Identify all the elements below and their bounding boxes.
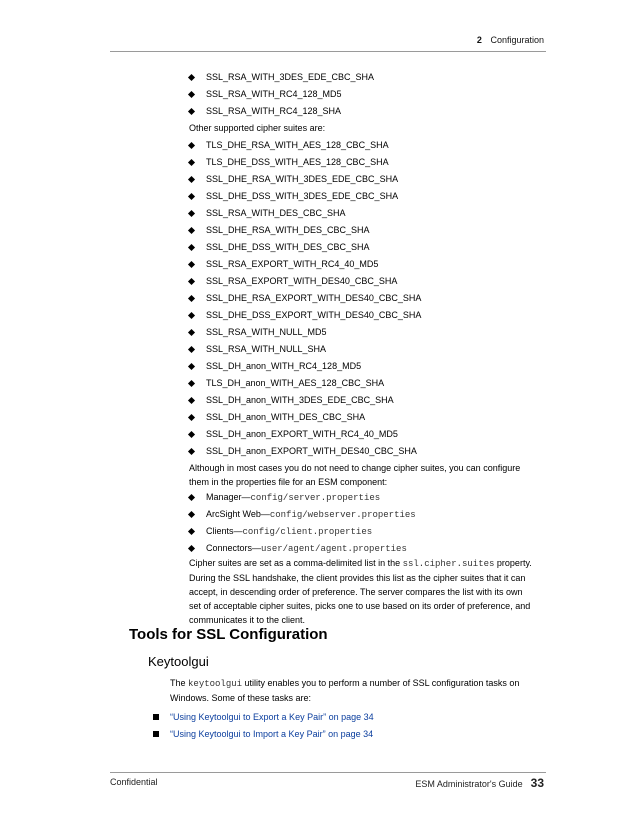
- diamond-bullet-icon: [188, 511, 195, 518]
- diamond-bullet-icon: [188, 494, 195, 501]
- running-header: [477, 35, 544, 45]
- diamond-bullet-icon: [188, 528, 195, 535]
- diamond-bullet-icon: [188, 261, 195, 268]
- config-paragraph: Although in most cases you do not need to change cipher suites, you can configure them in the properties file for an ESM component:: [189, 463, 521, 487]
- diamond-bullet-icon: [188, 545, 195, 552]
- footer-rule: [110, 772, 546, 773]
- keytool-paragraph: The keytoolgui utility enables you to perform a number of SSL configuration tasks on Windows. Some of these tasks are:: [170, 678, 520, 703]
- diamond-bullet-icon: [188, 448, 195, 455]
- other-suites-intro: Other supported cipher suites are:: [189, 123, 326, 133]
- chapter-number: 2: [476, 35, 482, 45]
- section-title: Tools for SSL Configuration: [129, 626, 328, 643]
- diamond-bullet-icon: [188, 108, 195, 115]
- page-number: 33: [530, 776, 544, 790]
- diamond-bullet-icon: [188, 74, 195, 81]
- diamond-bullet-icon: [188, 431, 195, 438]
- diamond-bullet-icon: [188, 329, 195, 336]
- chapter-title: Configuration: [490, 35, 544, 45]
- diamond-bullet-icon: [188, 227, 195, 234]
- diamond-bullet-icon: [188, 244, 195, 251]
- diamond-bullet-icon: [188, 210, 195, 217]
- diamond-bullet-icon: [188, 278, 195, 285]
- diamond-bullet-icon: [188, 91, 195, 98]
- diamond-bullet-icon: [188, 176, 195, 183]
- diamond-bullet-icon: [188, 346, 195, 353]
- footer-confidential: Confidential: [110, 777, 158, 787]
- diamond-bullet-icon: [188, 414, 195, 421]
- square-bullet-icon: [153, 731, 159, 737]
- running-footer: [415, 776, 544, 790]
- link-export-key-pair[interactable]: “Using Keytoolgui to Export a Key Pair” on page 34: [170, 712, 374, 722]
- diamond-bullet-icon: [188, 193, 195, 200]
- cipher-paragraph: Cipher suites are set as a comma-delimited list in the ssl.cipher.suites property. During the SSL handshake, the client provides this list as the cipher suites that it can accept, in descending order of preference. The server compares the list with its own set of acceptable cipher suites, picks one to use based on its order of preference, and communicates it to the client.: [189, 558, 532, 625]
- diamond-bullet-icon: [188, 312, 195, 319]
- diamond-bullet-icon: [188, 397, 195, 404]
- diamond-bullet-icon: [188, 380, 195, 387]
- link-import-key-pair[interactable]: “Using Keytoolgui to Import a Key Pair” on page 34: [170, 729, 374, 739]
- diamond-bullet-icon: [188, 142, 195, 149]
- diamond-bullet-icon: [188, 159, 195, 166]
- guide-title: ESM Administrator's Guide: [415, 779, 523, 789]
- subsection-title: Keytoolgui: [148, 654, 209, 669]
- square-bullet-icon: [153, 714, 159, 720]
- diamond-bullet-icon: [188, 295, 195, 302]
- header-rule: [110, 51, 546, 52]
- diamond-bullet-icon: [188, 363, 195, 370]
